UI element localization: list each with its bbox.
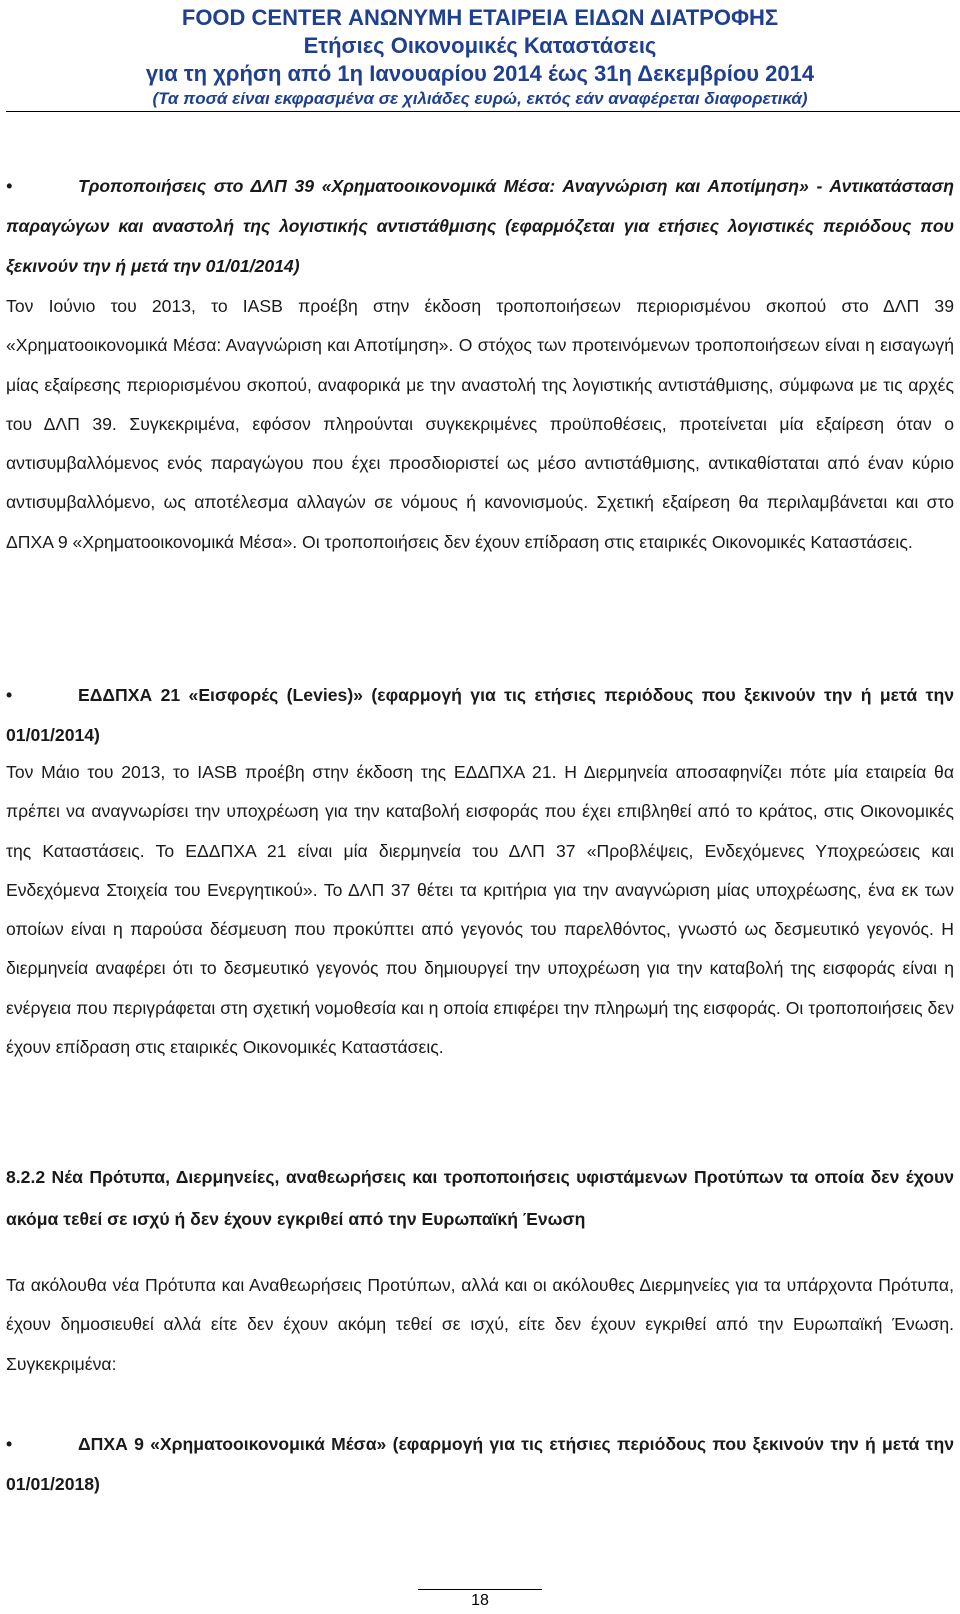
footer-divider [418,1589,542,1590]
ifric21-heading [6,675,954,755]
bullet: • [6,1434,13,1454]
page-header [0,4,960,110]
heading-text: Τροποποιήσεις στο ΔΛΠ 39 «Χρηματοοικονομικά Μέσα: Αναγνώριση και Αποτίμηση» - Αντικατάσταση παραγώγων και αναστολή της λογιστικής αντιστάθμισης (εφαρμόζεται για ετήσιες λογιστικές περιόδους που ξεκινούν την ή μετά την 01/01/2014) [6,176,954,276]
header-divider [6,111,960,112]
heading-text: ΕΔΔΠΧΑ 21 «Εισφορές (Levies)» (εφαρμογή για τις ετήσιες περιόδους που ξεκινούν την ή μετά την 01/01/2014) [6,685,954,745]
page-number: 18 [471,1592,489,1609]
company-name: FOOD CENTER ΑΝΩΝΥΜΗ ΕΤΑΙΡΕΙΑ ΕΙΔΩΝ ΔΙΑΤΡΟΦΗΣ [181,5,779,30]
section-8-2-2-body: Τα ακόλουθα νέα Πρότυπα και Αναθεωρήσεις Προτύπων, αλλά και οι ακόλουθες Διερμηνείες για τα υπάρχοντα Πρότυπα, έχουν δημοσιευθεί αλλά είτε δεν έχουν ακόμη τεθεί σε ισχύ, είτε δεν έχουν εγκριθεί από την Ευρωπαϊκή Ένωση. Συγκεκριμένα: [6,1275,954,1374]
heading-text: ΔΠΧΑ 9 «Χρηματοοικονομικά Μέσα» (εφαρμογή για τις ετήσιες περιόδους που ξεκινούν την ή μετά την 01/01/2018) [6,1434,954,1494]
reporting-period: για τη χρήση από 1η Ιανουαρίου 2014 έως 31η Δεκεμβρίου 2014 [145,61,815,86]
document-title: Ετήσιες Οικονομικές Καταστάσεις [303,33,657,58]
bullet: • [6,176,13,196]
ias39-amendment-heading [6,166,954,286]
bullet: • [6,685,13,705]
ifrs9-heading [6,1424,954,1504]
amounts-note: (Τα ποσά είναι εκφρασμένα σε χιλιάδες ευρώ, εκτός εάν αναφέρεται διαφορετικά) [152,89,808,108]
section-8-2-2-heading: 8.2.2 Νέα Πρότυπα, Διερμηνείες, αναθεωρήσεις και τροποποιήσεις υφιστάμενων Προτύπων τα οποία δεν έχουν ακόμα τεθεί σε ισχύ ή δεν έχουν εγκριθεί από την Ευρωπαϊκή Ένωση [6,1167,954,1229]
ias39-amendment-body: Τον Ιούνιο του 2013, το IASB προέβη στην έκδοση τροποποιήσεων περιορισμένου σκοπού στο ΔΛΠ 39 «Χρηματοοικονομικά Μέσα: Αναγνώριση και Αποτίμηση». Ο στόχος των προτεινόμενων τροποποιήσεων είναι η εισαγωγή μίας εξαίρεσης περιορισμένου σκοπού, αναφορικά με την αναστολή της λογιστικής αντιστάθμισης, σύμφωνα με τις αρχές του ΔΛΠ 39. Συγκεκριμένα, εφόσον πληρούνται συγκεκριμένες προϋποθέσεις, προτείνεται μία εξαίρεση όταν ο αντισυμβαλλόμενος ενός παραγώγου που έχει προσδιοριστεί ως μέσο αντιστάθμισης, αντικαθίσταται από έναν κύριο αντισυμβαλλόμενο, ως αποτέλεσμα αλλαγών σε νόμους ή κανονισμούς. Σχετική εξαίρεση θα περιλαμβάνεται και στο ΔΠΧΑ 9 «Χρηματοοικονομικά Μέσα». Οι τροποποιήσεις δεν έχουν επίδραση στις εταιρικές Οικονομικές Καταστάσεις. [6,296,954,552]
ifric21-body: Τον Μάιο του 2013, το IASB προέβη στην έκδοση της ΕΔΔΠΧΑ 21. Η Διερμηνεία αποσαφηνίζει πότε μία εταιρεία θα πρέπει να αναγνωρίσει την υποχρέωση για την καταβολή εισφοράς που έχει επιβληθεί από το κράτος, στις Οικονομικές της Καταστάσεις. Το ΕΔΔΠΧΑ 21 είναι μία διερμηνεία του ΔΛΠ 37 «Προβλέψεις, Ενδεχόμενες Υποχρεώσεις και Ενδεχόμενα Στοιχεία του Ενεργητικού». Το ΔΛΠ 37 θέτει τα κριτήρια για την αναγνώριση μίας υποχρέωσης, ένα εκ των οποίων είναι η παρούσα δέσμευση που προκύπτει από γεγονός του παρελθόντος, γνωστό ως δεσμευτικό γεγονός. Η διερμηνεία αναφέρει ότι το δεσμευτικό γεγονός που δημιουργεί την υποχρέωση για την καταβολή της εισφοράς είναι η ενέργεια που περιγράφεται στη σχετική νομοθεσία και η οποία επιφέρει την πληρωμή της εισφοράς. Οι τροποποιήσεις δεν έχουν επίδραση στις εταιρικές Οικονομικές Καταστάσεις. [6,762,954,1058]
